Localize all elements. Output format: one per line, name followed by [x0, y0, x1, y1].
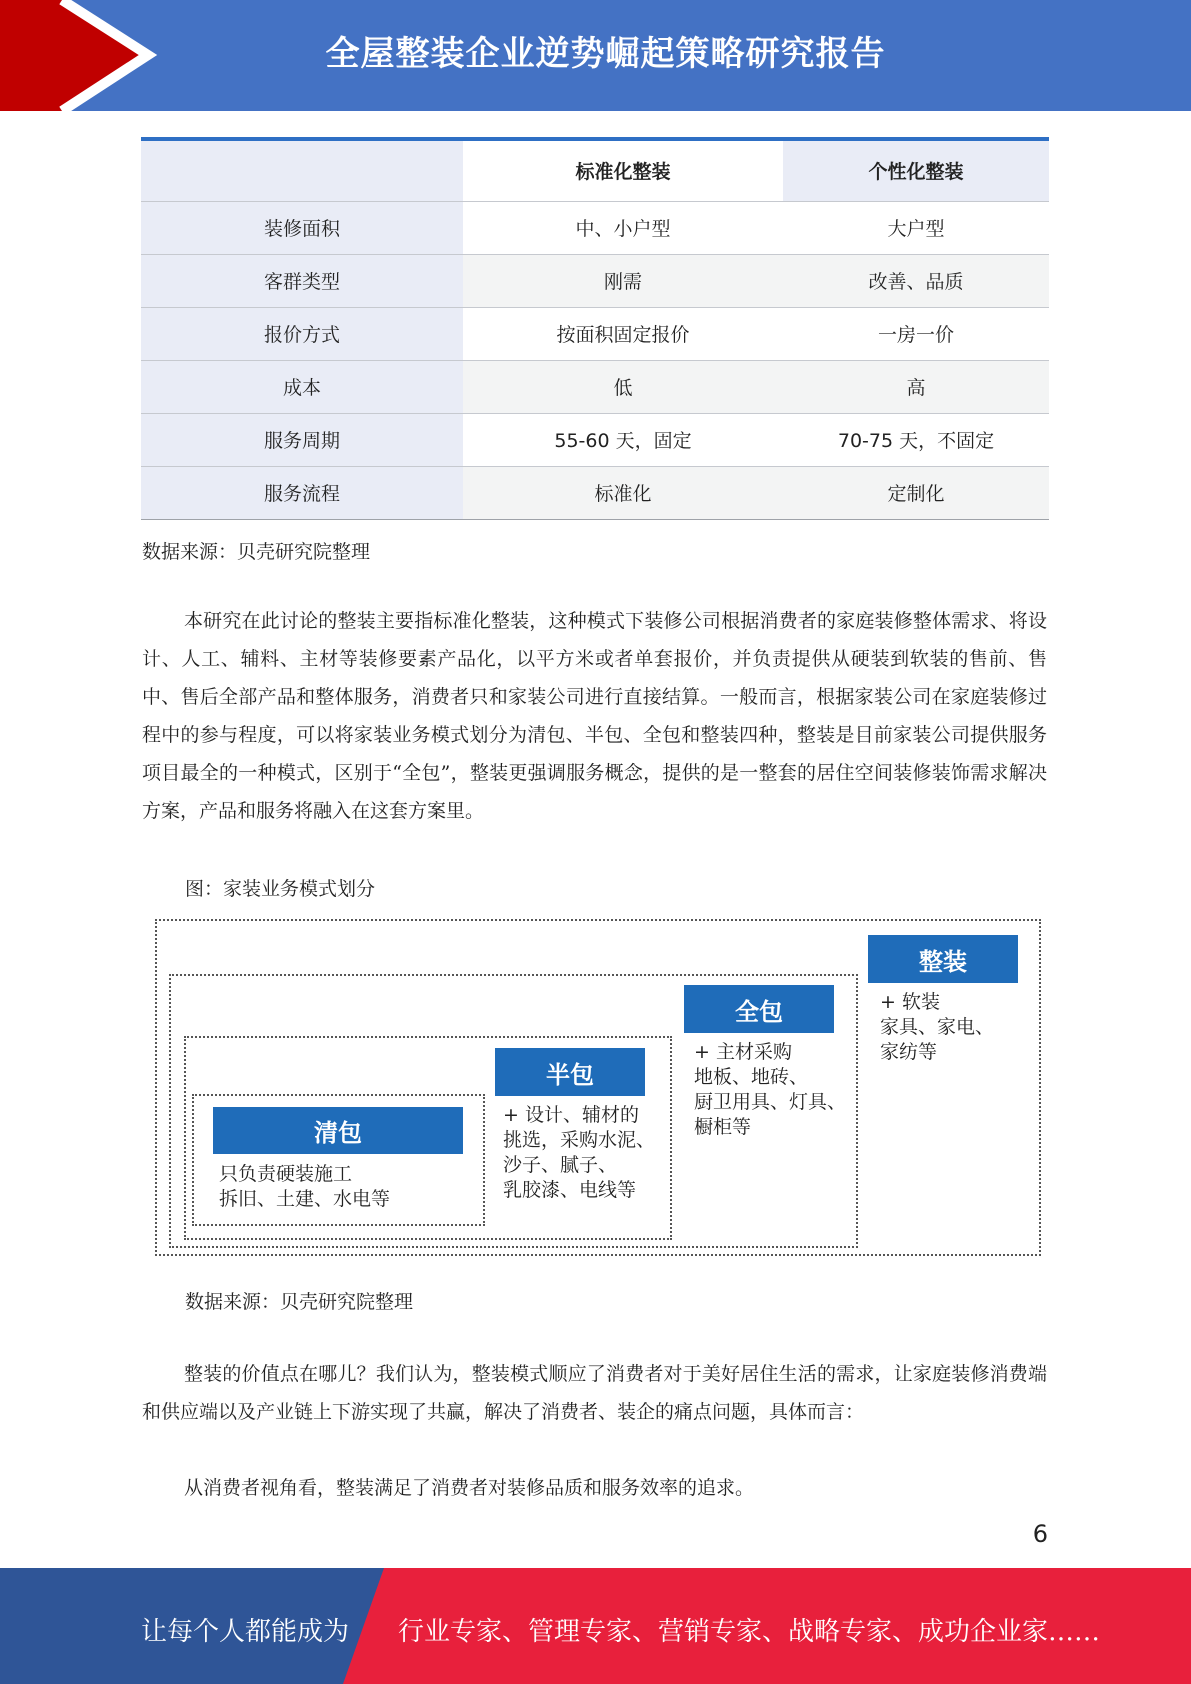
table-cell: 大户型	[783, 201, 1049, 254]
table-cell: 70-75 天，不固定	[783, 413, 1049, 466]
table-cell: 成本	[141, 360, 463, 413]
level-desc-banbao: + 设计、辅材的 挑选，采购水泥、 沙子、腻子、 乳胶漆、电线等	[503, 1104, 656, 1201]
table-cell: 低	[463, 360, 783, 413]
table-cell: 一房一价	[783, 307, 1049, 360]
table-row	[141, 360, 1049, 413]
report-title: 全屋整装企业逆势崛起策略研究报告	[325, 34, 886, 74]
table-cell: 服务周期	[141, 413, 463, 466]
table-cell: 客群类型	[141, 254, 463, 307]
body-paragraph: 本研究在此讨论的整装主要指标准化整装，这种模式下装修公司根据消费者的家庭装修整体需求、将设计、人工、辅料、主材等装修要素产品化，以平方米或者单套报价，并负责提供从硬装到软装的售前、售中、售后全部产品和整体服务，消费者只和家装公司进行直接结算。一般而言，根据家装公司在家庭装修过程中的参与程度，可以将家装业务模式划分为清包、半包、全包和整装四种，整装是目前家装公司提供服务项目最全的一种模式，区别于“全包”，整装更强调服务概念，提供的是一整套的居住空间装修装饰需求解决方案，产品和服务将融入在这套方案里。	[142, 610, 1047, 822]
table-header-row	[141, 139, 1049, 201]
comparison-table	[141, 137, 1049, 520]
table-header-cell: 标准化整装	[463, 139, 783, 201]
business-model-diagram	[155, 919, 1041, 1256]
table-cell: 55-60 天，固定	[463, 413, 783, 466]
table-row	[141, 466, 1049, 519]
figure-caption: 图：家装业务模式划分	[185, 878, 376, 900]
level-title-quanbao: 全包	[684, 985, 834, 1033]
table-header-cell: 个性化整装	[783, 139, 1049, 201]
body-paragraph: 从消费者视角看，整装满足了消费者对装修品质和服务效率的追求。	[184, 1477, 755, 1499]
table-header-cell	[141, 139, 463, 201]
table-cell: 服务流程	[141, 466, 463, 519]
report-header	[0, 0, 1191, 111]
table-cell: 按面积固定报价	[463, 307, 783, 360]
footer-slogan-right: 行业专家、管理专家、营销专家、战略专家、成功企业家……	[398, 1617, 1101, 1647]
table-cell: 装修面积	[141, 201, 463, 254]
table-row	[141, 307, 1049, 360]
figure-source-note: 数据来源：贝壳研究院整理	[185, 1291, 414, 1313]
table-cell: 中、小户型	[463, 201, 783, 254]
table-cell: 标准化	[463, 466, 783, 519]
body-paragraph: 整装的价值点在哪儿？我们认为，整装模式顺应了消费者对于美好居住生活的需求，让家庭装修消费端和供应端以及产业链上下游实现了共赢，解决了消费者、装企的痛点问题，具体而言：	[142, 1363, 1047, 1423]
level-title-banbao: 半包	[495, 1048, 645, 1096]
level-desc-quanbao: + 主材采购 地板、地砖、 厨卫用具、灯具、 橱柜等	[694, 1041, 847, 1138]
table-cell: 报价方式	[141, 307, 463, 360]
table-source-note: 数据来源：贝壳研究院整理	[142, 541, 371, 563]
footer-slogan-left: 让每个人都能成为	[141, 1617, 350, 1647]
table-row	[141, 201, 1049, 254]
level-title-qingbao: 清包	[213, 1107, 463, 1154]
table-cell: 改善、品质	[783, 254, 1049, 307]
table-cell: 刚需	[463, 254, 783, 307]
table-cell: 定制化	[783, 466, 1049, 519]
table-row	[141, 254, 1049, 307]
level-desc-qingbao: 只负责硬装施工 拆旧、土建、水电等	[219, 1163, 391, 1210]
table-row	[141, 413, 1049, 466]
page-number: 6	[1032, 1520, 1048, 1548]
level-title-zhengzhuang: 整装	[868, 935, 1018, 983]
table-cell: 高	[783, 360, 1049, 413]
level-desc-zhengzhuang: + 软装 家具、家电、 家纺等	[880, 991, 995, 1063]
